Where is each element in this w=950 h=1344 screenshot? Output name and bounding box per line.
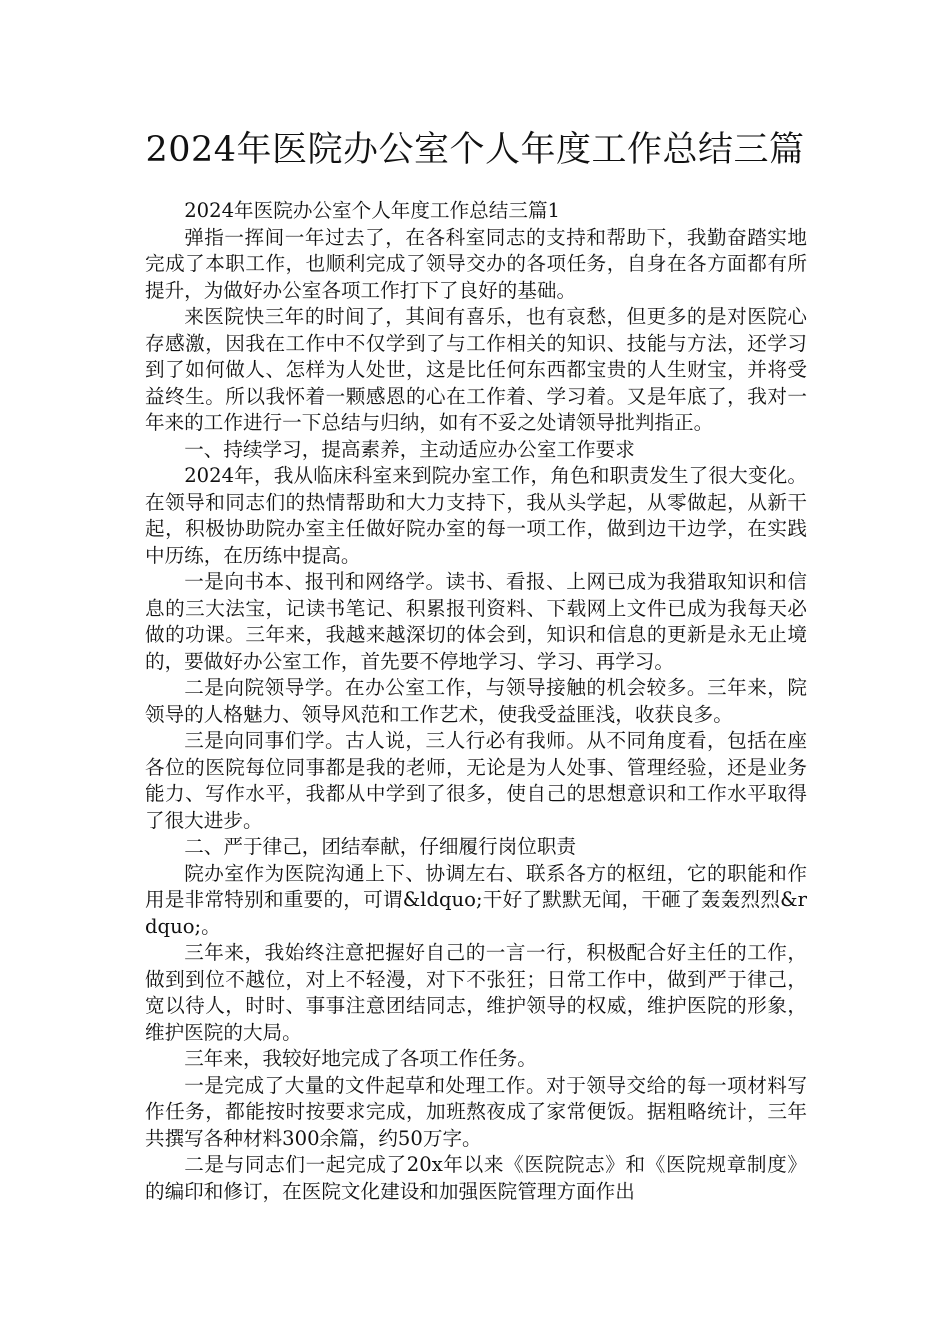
paragraph: 三年来，我较好地完成了各项工作任务。	[184, 1047, 537, 1070]
paragraph: 三是向同事们学。古人说，三人行必有我师。从不同角度看，包括在座各位的医院每位同事都是我的老师，无论是为人处事、管理经验，还是业务能力、写作水平，我都从中学到了很多，使自己的思想意识和工作水平取得了很大进步。	[145, 729, 807, 832]
document-body	[145, 198, 807, 1205]
paragraph: 弹指一挥间一年过去了，在各科室同志的支持和帮助下，我勤奋踏实地完成了本职工作，也顺利完成了领导交办的各项任务，自身在各方面都有所提升，为做好办公室各项工作打下了良好的基础。	[145, 225, 807, 302]
document-title: 2024年医院办公室个人年度工作总结三篇	[145, 130, 805, 170]
paragraph: 三年来，我始终注意把握好自己的一言一行，积极配合好主任的工作，做到到位不越位，对上不轻漫，对下不张狂；日常工作中，做到严于律己，宽以待人，时时、事事注意团结同志，维护领导的权威，维护医院的形象，维护医院的大局。	[145, 941, 807, 1044]
paragraph: 二是与同志们一起完成了20x年以来《医院院志》和《医院规章制度》的编印和修订，在医院文化建设和加强医院管理方面作出	[145, 1153, 807, 1203]
section-heading: 2024年医院办公室个人年度工作总结三篇1	[184, 199, 561, 222]
section-heading: 一、持续学习，提高素养，主动适应办公室工作要求	[184, 437, 635, 461]
paragraph: 一是完成了大量的文件起草和处理工作。对于领导交给的每一项材料写作任务，都能按时按要求完成，加班熬夜成了家常便饭。据粗略统计，三年共撰写各种材料300余篇，约50万字。	[145, 1073, 807, 1150]
section-heading: 二、严于律己，团结奉献，仔细履行岗位职责	[184, 835, 577, 858]
paragraph: 二是向院领导学。在办公室工作，与领导接触的机会较多。三年来，院领导的人格魅力、领导风范和工作艺术，使我受益匪浅，收获良多。	[145, 676, 807, 726]
paragraph: 一是向书本、报刊和网络学。读书、看报、上网已成为我猎取知识和信息的三大法宝，记读书笔记、积累报刊资料、下载网上文件已成为我每天必做的功课。三年来，我越来越深切的体会到，知识和信息的更新是永无止境的，要做好办公室工作，首先要不停地学习、学习、再学习。	[145, 570, 807, 673]
paragraph: 院办室作为医院沟通上下、协调左右、联系各方的枢纽，它的职能和作用是非常特别和重要的，可谓&ldquo;干好了默默无闻，干砸了轰轰烈烈&rdquo;。	[145, 861, 807, 938]
paragraph: 来医院快三年的时间了，其间有喜乐，也有哀愁，但更多的是对医院心存感激，因我在工作中不仅学到了与工作相关的知识、技能与方法，还学习到了如何做人、怎样为人处世，这是比任何东西都宝贵的人生财宝，并将受益终生。所以我怀着一颗感恩的心在工作着、学习着。又是年底了，我对一年来的工作进行一下总结与归纳，如有不妥之处请领导批判指正。	[145, 305, 807, 434]
paragraph: 2024年，我从临床科室来到院办室工作，角色和职责发生了很大变化。在领导和同志们的热情帮助和大力支持下，我从头学起，从零做起，从新干起，积极协助院办室主任做好院办室的每一项工作，做到边干边学，在实践中历练，在历练中提高。	[145, 464, 807, 567]
